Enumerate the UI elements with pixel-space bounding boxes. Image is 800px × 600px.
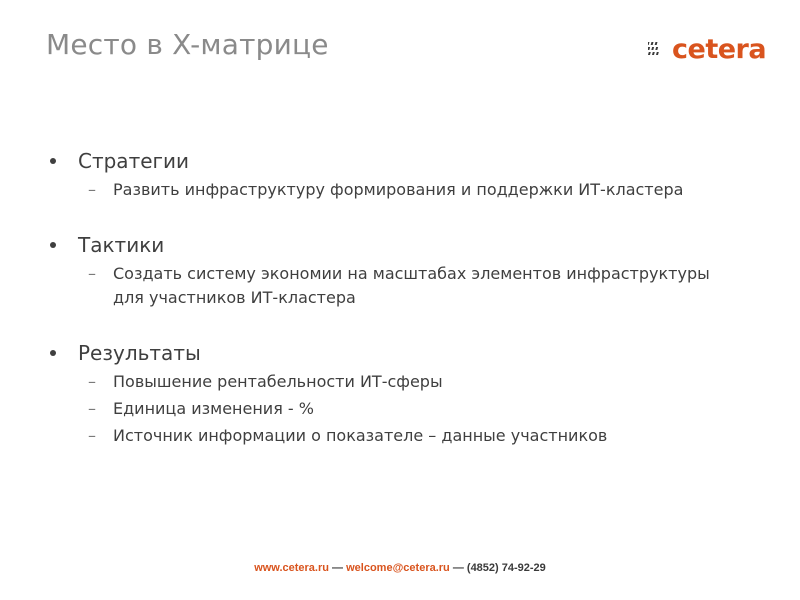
sub-item — [88, 262, 768, 310]
bullet-heading: Стратегии — [78, 149, 190, 173]
sub-item-text: Единица изменения - % — [113, 399, 314, 418]
dash-icon: – — [88, 264, 96, 283]
bullet-tactics — [48, 230, 768, 260]
sub-item-text: Развить инфраструктуру формирования и поддержки ИТ-кластера — [113, 180, 684, 199]
sub-item-text: Источник информации о показателе – данные участников — [113, 426, 608, 445]
sub-list — [88, 178, 768, 202]
dash-icon: – — [88, 180, 96, 199]
phone-number: (4852) 74-92-29 — [466, 562, 546, 574]
bullet-dot-icon — [48, 240, 58, 250]
bullet-heading: Результаты — [78, 341, 201, 365]
bullet-results — [48, 338, 768, 368]
sub-item-text: Повышение рентабельности ИТ-сферы — [113, 372, 443, 391]
bullet-dot-icon — [48, 348, 58, 358]
group-results — [48, 338, 768, 448]
email-link[interactable]: welcome@cetera.ru — [346, 562, 450, 574]
sub-item — [88, 178, 768, 202]
dash-icon: – — [88, 399, 96, 418]
sub-item-text: Создать систему экономии на масштабах элементов инфраструктуры для участников ИТ-кластера — [113, 264, 710, 307]
footer-contacts — [0, 562, 800, 574]
footer-separator: — — [328, 562, 347, 574]
sub-item — [88, 370, 768, 394]
sub-list — [88, 262, 768, 310]
group-tactics — [48, 230, 768, 310]
bullet-heading: Тактики — [78, 233, 165, 257]
sub-item — [88, 424, 768, 448]
cetera-logo — [648, 34, 766, 64]
dash-icon: – — [88, 372, 96, 391]
website-link[interactable]: www.cetera.ru — [254, 562, 329, 574]
sub-list — [88, 370, 768, 448]
bullet-list — [48, 146, 768, 476]
logo-mark-icon — [648, 40, 670, 58]
logo-text: cetera — [672, 33, 767, 65]
footer-separator: — — [449, 562, 467, 574]
sub-item — [88, 397, 768, 421]
dash-icon: – — [88, 426, 96, 445]
slide-title: Место в X-матрице — [46, 28, 329, 61]
bullet-dot-icon — [48, 156, 58, 166]
bullet-strategies — [48, 146, 768, 176]
group-strategies — [48, 146, 768, 202]
